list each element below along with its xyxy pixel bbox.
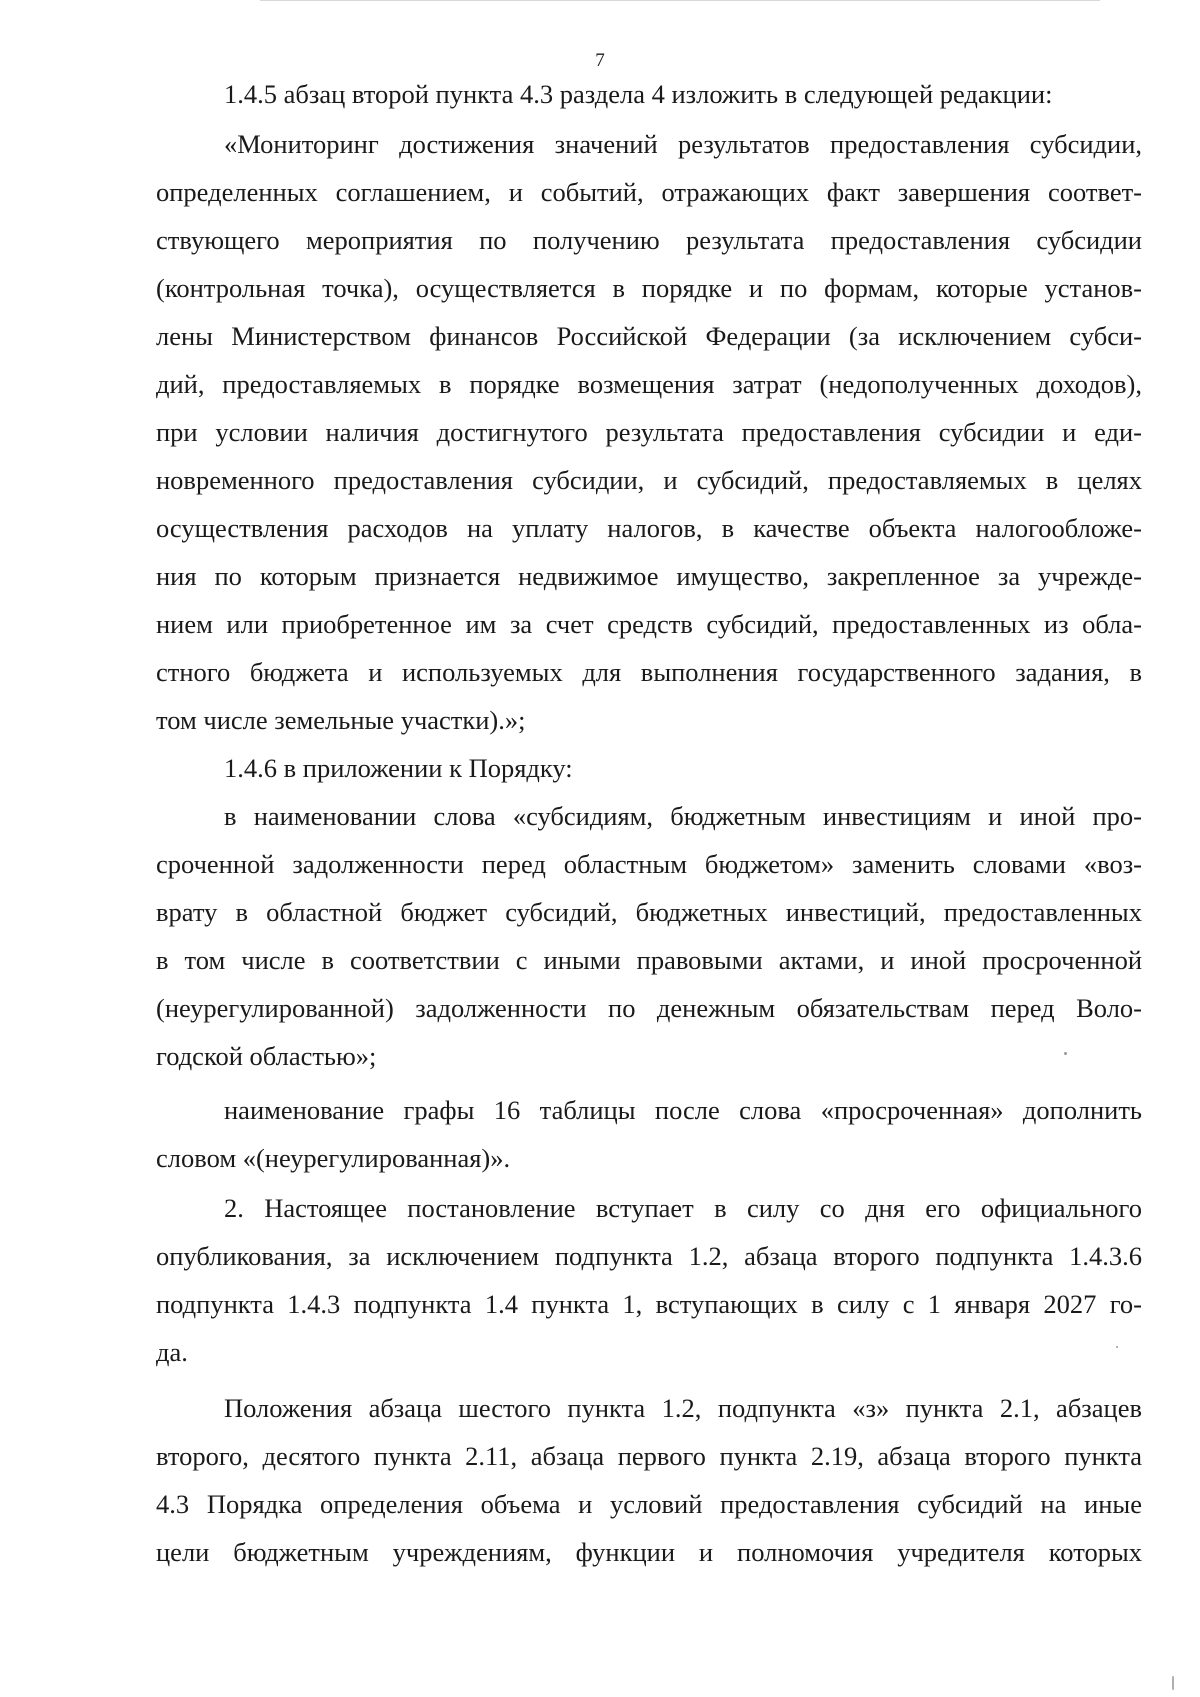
- text-line: 1.4.6 в приложении к Порядку:: [224, 753, 573, 783]
- text-line: словом «(неурегулированная)».: [156, 1143, 511, 1173]
- text-line: дий, предоставляемых в порядке возмещения затрат (недополученных доходов),: [156, 369, 1142, 399]
- text-line: стного бюджета и используемых для выполнения государственного задания, в: [156, 657, 1142, 687]
- text-line: цели бюджетным учреждениям, функции и полномочия учредителя которых: [156, 1537, 1142, 1567]
- text-line: ния по которым признается недвижимое имущество, закрепленное за учрежде-: [156, 561, 1142, 591]
- scan-speck: [1172, 1676, 1174, 1690]
- text-line: да.: [156, 1337, 188, 1367]
- page-top-edge: [260, 0, 1100, 3]
- scan-speck: [1116, 1346, 1118, 1348]
- text-line: наименование графы 16 таблицы после слова «просроченная» дополнить: [224, 1095, 1142, 1125]
- text-line: нием или приобретенное им за счет средств субсидий, предоставленных из обла-: [156, 609, 1142, 639]
- text-line: 1.4.5 абзац второй пункта 4.3 раздела 4 изложить в следующей редакции:: [224, 79, 1053, 109]
- page-number: 7: [595, 50, 605, 71]
- text-line: лены Министерством финансов Российской Федерации (за исключением субси-: [156, 321, 1142, 351]
- text-line: в наименовании слова «субсидиям, бюджетным инвестициям и иной про-: [224, 801, 1142, 831]
- text-line: «Мониторинг достижения значений результатов предоставления субсидии,: [224, 129, 1142, 159]
- scan-speck: [1064, 1052, 1067, 1055]
- text-line: Положения абзаца шестого пункта 1.2, подпункта «з» пункта 2.1, абзацев: [224, 1393, 1142, 1423]
- text-line: сроченной задолженности перед областным бюджетом» заменить словами «воз-: [156, 849, 1142, 879]
- text-line: новременного предоставления субсидии, и субсидий, предоставляемых в целях: [156, 465, 1142, 495]
- text-line: опубликования, за исключением подпункта 1.2, абзаца второго подпункта 1.4.3.6: [156, 1241, 1142, 1271]
- text-line: в том числе в соответствии с иными правовыми актами, и иной просроченной: [156, 945, 1142, 975]
- text-line: осуществления расходов на уплату налогов, в качестве объекта налогообложе-: [156, 513, 1142, 543]
- text-line: второго, десятого пункта 2.11, абзаца первого пункта 2.19, абзаца второго пункта: [156, 1441, 1142, 1471]
- text-line: врату в областной бюджет субсидий, бюджетных инвестиций, предоставленных: [156, 897, 1142, 927]
- text-line: при условии наличия достигнутого результата предоставления субсидии и еди-: [156, 417, 1142, 447]
- text-line: том числе земельные участки).»;: [156, 705, 526, 735]
- text-line: подпункта 1.4.3 подпункта 1.4 пункта 1, вступающих в силу с 1 января 2027 го-: [156, 1289, 1142, 1319]
- text-line: (контрольная точка), осуществляется в порядке и по формам, которые установ-: [156, 273, 1142, 303]
- text-line: 2. Настоящее постановление вступает в силу со дня его официального: [224, 1193, 1142, 1223]
- text-line: 4.3 Порядка определения объема и условий предоставления субсидий на иные: [156, 1489, 1142, 1519]
- text-line: (неурегулированной) задолженности по денежным обязательствам перед Воло-: [156, 993, 1142, 1023]
- text-line: годской областью»;: [156, 1041, 377, 1071]
- text-line: определенных соглашением, и событий, отражающих факт завершения соответ-: [156, 177, 1142, 207]
- text-line: ствующего мероприятия по получению результата предоставления субсидии: [156, 225, 1142, 255]
